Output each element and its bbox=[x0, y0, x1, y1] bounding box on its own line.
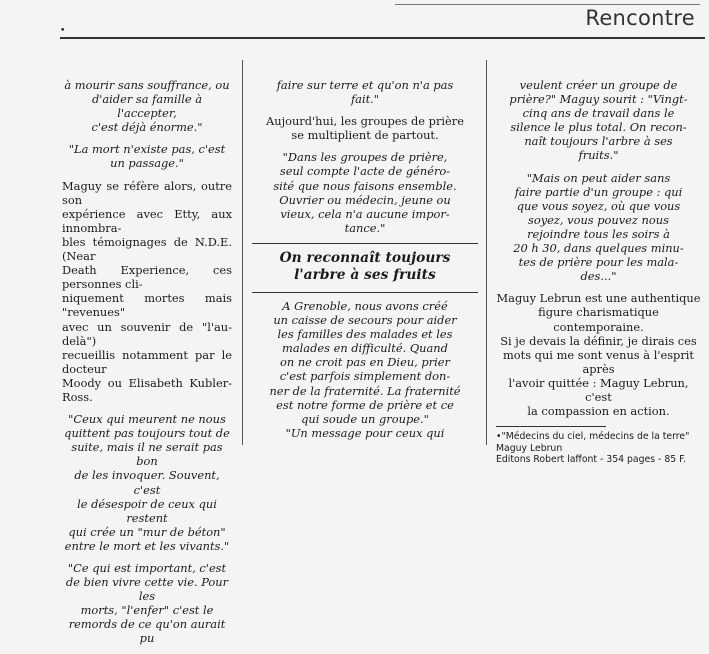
c1-quote-wall bbox=[62, 412, 232, 553]
text-line: Death Experience, ces personnes cli- bbox=[62, 263, 232, 292]
text-line: faire partie d'un groupe : qui bbox=[514, 184, 683, 199]
top-rule bbox=[395, 4, 700, 5]
text-line: niquement mortes mais "revenues" bbox=[62, 291, 232, 320]
text-line: fruits." bbox=[578, 148, 619, 163]
text-line: un passage." bbox=[110, 156, 184, 171]
text-line: de les invoquer. Souvent, c'est bbox=[74, 468, 220, 497]
column-separator-1 bbox=[242, 60, 243, 445]
text-line: morts, "l'enfer" c'est le bbox=[80, 603, 214, 618]
text-line: que vous soyez, où que vous bbox=[516, 198, 681, 213]
text-line: Maguy Lebrun est une authentique bbox=[496, 291, 701, 306]
footnote-rule bbox=[496, 426, 606, 427]
text-line: Maguy Lebrun bbox=[496, 442, 563, 454]
text-line: quittent pas toujours tout de bbox=[64, 426, 230, 441]
text-line: "Dans les groupes de prière, bbox=[282, 150, 448, 165]
text-line: rejoindre tous les soirs à bbox=[527, 226, 670, 241]
text-line: bles témoignages de N.D.E. (Near bbox=[62, 234, 232, 264]
column-separator-2 bbox=[486, 60, 487, 445]
text-line: Ouvrier ou médecin, jeune ou bbox=[279, 192, 451, 207]
text-line: "Un message pour ceux qui bbox=[285, 425, 445, 440]
text-line: malades en difficulté. Quand bbox=[282, 341, 448, 356]
text-line: expérience avec Etty, aux innombra- bbox=[62, 206, 232, 235]
text-line: tes de prière pour les mala- bbox=[518, 255, 679, 270]
text-line: avec un souvenir de "l'au-delà") bbox=[62, 319, 232, 348]
text-line: ner de la fraternité. La fraternité bbox=[269, 383, 461, 398]
text-line: mots qui me sont venus à l'esprit après bbox=[502, 347, 695, 376]
text-line: on ne croit pas en Dieu, prier bbox=[280, 355, 450, 370]
text-line: suite, mais il ne serait pas bon bbox=[71, 440, 223, 469]
text-line: •"Médecins du ciel, médecins de la terre" bbox=[496, 431, 690, 443]
text-line: Si je devais la définir, je dirais ces bbox=[500, 333, 697, 348]
text-line: A Grenoble, nous avons créé bbox=[282, 298, 448, 313]
text-line: c'est parfois simplement don- bbox=[279, 369, 451, 384]
c2-quote-grenoble bbox=[252, 299, 478, 440]
column-1 bbox=[62, 78, 232, 654]
text-line: d'aider sa famille à l'accepter, bbox=[91, 92, 203, 121]
c2-paragraph-groups bbox=[252, 114, 478, 142]
c3-quote-help bbox=[496, 171, 701, 284]
c2-opening bbox=[252, 78, 478, 106]
text-line: un caisse de secours pour aider bbox=[273, 313, 457, 328]
text-line: fait." bbox=[350, 92, 380, 107]
rubric-rule bbox=[60, 37, 705, 39]
text-line: entre le mort et les vivants." bbox=[64, 538, 230, 553]
text-line: "Ce qui est important, c'est bbox=[67, 561, 227, 575]
text-line: Moody ou Elisabeth Kubler-Ross. bbox=[62, 375, 232, 404]
text-line: On reconnaît toujours bbox=[279, 249, 451, 266]
text-line: figure charismatique contemporaine. bbox=[538, 305, 659, 334]
bullet-mark: • bbox=[60, 26, 66, 36]
text-line: vieux, cela n'a aucune impor- bbox=[280, 206, 450, 221]
text-line: "La mort n'existe pas, c'est bbox=[68, 142, 226, 157]
text-line: Maguy se réfère alors, outre son bbox=[62, 178, 232, 207]
text-line: l'arbre à ses fruits bbox=[294, 266, 436, 283]
c1-quote-life bbox=[62, 561, 232, 646]
column-2 bbox=[252, 78, 478, 448]
text-line: Aujourd'hui, les groupes de prière bbox=[266, 114, 464, 129]
text-line: faire sur terre et qu'on n'a pas bbox=[276, 78, 454, 92]
c1-quote-death bbox=[62, 142, 232, 170]
text-line: à mourir sans souffrance, ou bbox=[64, 78, 230, 92]
column-3 bbox=[496, 78, 701, 474]
text-line: remords de ce qu'on aurait pu bbox=[68, 617, 226, 646]
c2-quote-prayer bbox=[252, 150, 478, 235]
text-line: tance." bbox=[344, 220, 386, 235]
c3-opening bbox=[496, 78, 701, 163]
text-line: de bien vivre cette vie. Pour les bbox=[65, 575, 229, 604]
text-line: naît toujours l'arbre à ses bbox=[524, 134, 673, 149]
text-line: c'est déjà énorme." bbox=[91, 120, 203, 135]
text-line: le désespoir de ceux qui restent bbox=[77, 496, 217, 525]
text-line: "Mais on peut aider sans bbox=[526, 170, 671, 185]
c3-footnote bbox=[496, 431, 701, 466]
text-line: veulent créer un groupe de bbox=[519, 78, 678, 92]
rubric-title: Rencontre bbox=[585, 6, 695, 30]
text-line: qui crée un "mur de béton" bbox=[68, 524, 226, 539]
c1-paragraph-nde bbox=[62, 179, 232, 405]
text-line: qui soude un groupe." bbox=[301, 411, 429, 426]
c2-headline bbox=[252, 250, 478, 284]
c1-opening bbox=[62, 78, 232, 134]
text-line: est notre forme de prière et ce bbox=[276, 397, 454, 412]
text-line: se multiplient de partout. bbox=[291, 128, 439, 143]
text-line: seul compte l'acte de généro- bbox=[279, 164, 451, 179]
text-line: cinq ans de travail dans le bbox=[522, 106, 675, 121]
c3-paragraph-portrait bbox=[496, 291, 701, 418]
headline-rule-top bbox=[252, 243, 478, 244]
text-line: sité que nous faisons ensemble. bbox=[273, 178, 457, 193]
text-line: silence le plus total. On recon- bbox=[510, 120, 687, 135]
text-line: Editons Robert laffont - 354 pages - 85 F. bbox=[496, 454, 686, 466]
text-line: recueillis notamment par le docteur bbox=[62, 347, 232, 376]
text-line: des..." bbox=[580, 269, 617, 284]
text-line: prière?" Maguy sourit : "Vingt- bbox=[509, 92, 688, 107]
text-line: l'avoir quittée : Maguy Lebrun, c'est bbox=[508, 375, 689, 404]
text-line: la compassion en action. bbox=[527, 404, 670, 419]
headline-rule-bottom bbox=[252, 292, 478, 293]
text-line: 20 h 30, dans quelques minu- bbox=[513, 241, 684, 256]
text-line: les familles des malades et les bbox=[277, 327, 453, 342]
text-line: "Ceux qui meurent ne nous bbox=[68, 412, 226, 427]
text-line: soyez, vous pouvez nous bbox=[528, 212, 669, 227]
